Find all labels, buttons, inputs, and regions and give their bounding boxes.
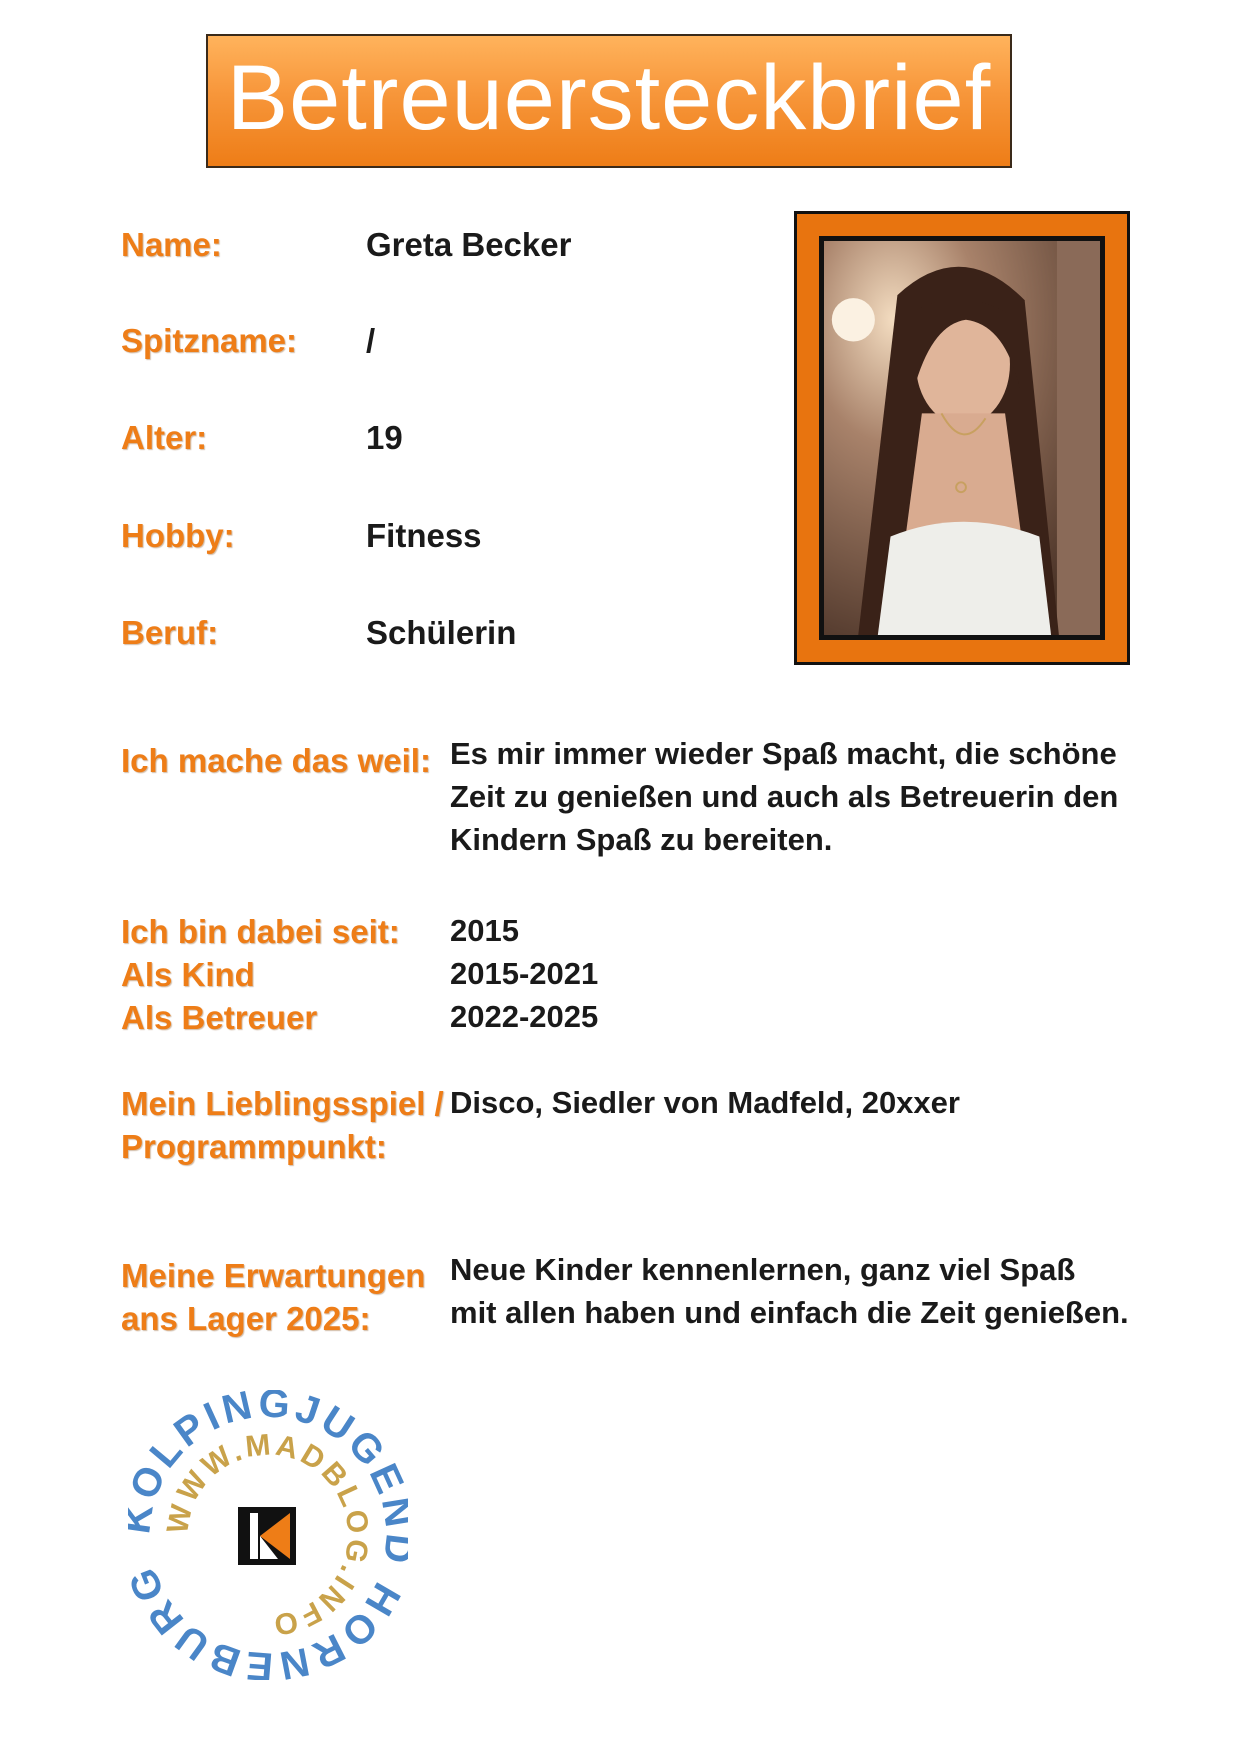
expectations-label-line1: Meine Erwartungen	[121, 1257, 426, 1294]
since-label: Ich bin dabei seit:	[121, 913, 400, 950]
since-value: 2015	[450, 913, 519, 948]
title-banner	[206, 34, 1012, 168]
child-value: 2015-2021	[450, 956, 599, 991]
favorite-label-line1: Mein Lieblingsspiel /	[121, 1085, 444, 1122]
counselor-value: 2022-2025	[450, 999, 599, 1034]
name-label: Name:	[121, 226, 222, 263]
kolping-k-icon	[238, 1507, 296, 1565]
counselor-label: Als Betreuer	[121, 999, 318, 1036]
favorite-label-line2: Programmpunkt:	[121, 1128, 387, 1165]
kolpingjugend-logo	[128, 1390, 408, 1680]
age-label: Alter:	[121, 419, 208, 456]
logo-seal	[128, 1390, 408, 1680]
reason-label: Ich mache das weil:	[121, 742, 431, 779]
favorite-value: Disco, Siedler von Madfeld, 20xxer	[450, 1085, 960, 1120]
hobby-value: Fitness	[366, 517, 482, 554]
portrait-photo	[819, 236, 1105, 640]
portrait-illustration	[824, 241, 1100, 635]
photo-frame	[794, 211, 1130, 665]
job-value: Schülerin	[366, 614, 517, 651]
page-title: Betreuersteckbrief	[226, 47, 992, 149]
logo-outer-text: LPINGJUG HORNEBUR	[137, 1390, 408, 1680]
child-label: Als Kind	[121, 956, 255, 993]
job-label: Beruf:	[121, 614, 219, 651]
expectations-label-line2: ans Lager 2025:	[121, 1300, 371, 1337]
age-value: 19	[366, 419, 403, 456]
expectations-text: Neue Kinder kennenlernen, ganz viel Spaß mit allen haben und einfach die Zeit genießen.	[450, 1252, 1129, 1330]
hobby-label: Hobby:	[121, 517, 235, 554]
nickname-value: /	[366, 322, 376, 359]
name-value: Greta Becker	[366, 226, 572, 263]
reason-text: Es mir immer wieder Spaß macht, die schöne Zeit zu genießen und auch als Betreuerin den Kindern Spaß zu bereiten.	[450, 736, 1119, 857]
logo-inner-text: WWW.MADBLOG.INFO	[160, 1428, 375, 1642]
nickname-label: Spitzname:	[121, 322, 298, 359]
